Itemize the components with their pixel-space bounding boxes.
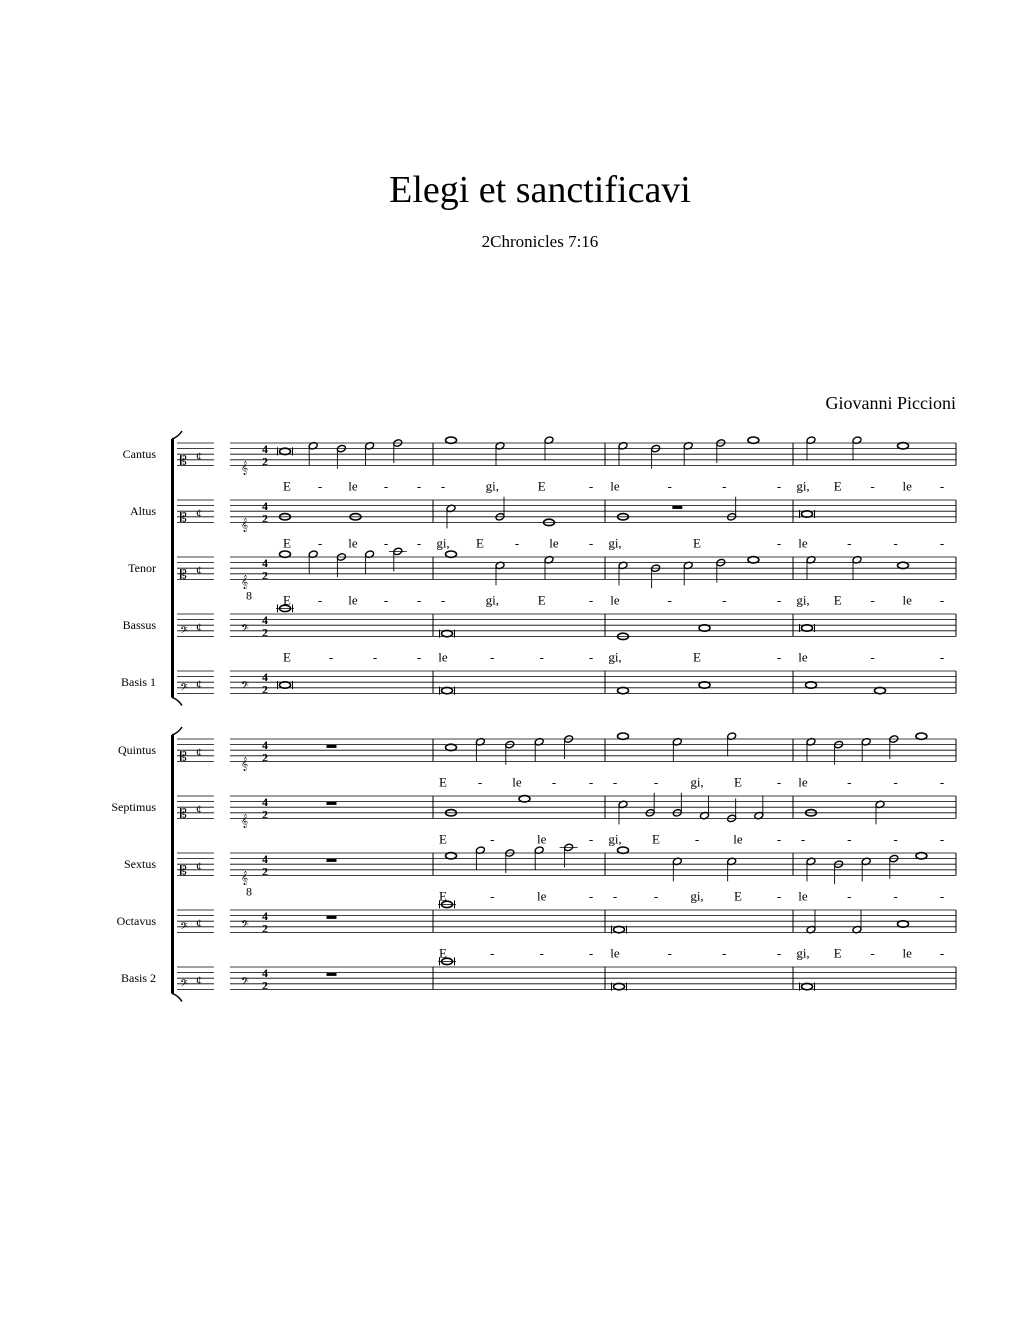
- cut-time-icon: ¢: [196, 619, 202, 634]
- lyric-syllable: -: [893, 774, 898, 790]
- lyric-syllable: -: [317, 592, 323, 608]
- rest: [672, 506, 682, 509]
- cut-time-icon: ¢: [196, 915, 202, 930]
- lyric-syllable: -: [383, 478, 389, 494]
- lyric-syllable: -: [653, 888, 659, 904]
- time-signature-denominator: 2: [262, 750, 268, 765]
- time-signature-numerator: 4: [262, 556, 268, 571]
- note-whole: [618, 847, 629, 853]
- score-subtitle: 2Chronicles 7:16: [481, 232, 599, 251]
- lyric-syllable: -: [847, 535, 852, 551]
- lyric-syllable: E: [734, 774, 742, 790]
- lyric-syllable: le: [798, 649, 808, 665]
- lyric-syllable: E: [439, 774, 447, 790]
- voice-staff: [130, 497, 956, 551]
- bracket-hook: [172, 697, 182, 705]
- lyric-syllable: le: [610, 592, 620, 608]
- time-signature-numerator: 4: [262, 909, 268, 924]
- lyric-syllable: -: [383, 535, 389, 551]
- lyric-syllable: gi,: [485, 592, 500, 608]
- lyric-syllable: -: [776, 888, 782, 904]
- lyric-syllable: -: [847, 831, 852, 847]
- lyric-syllable: gi,: [796, 478, 810, 494]
- rest: [327, 745, 337, 748]
- time-signature-numerator: 4: [262, 852, 268, 867]
- time-signature-denominator: 2: [262, 864, 268, 879]
- note-whole: [898, 443, 909, 449]
- lyric-syllable: E: [439, 831, 447, 847]
- note-whole: [446, 551, 457, 557]
- note-whole: [519, 796, 530, 802]
- lyric-syllable: -: [870, 945, 875, 961]
- note-breve: [280, 682, 291, 688]
- lyric-syllable: -: [317, 535, 323, 551]
- note-whole: [916, 853, 927, 859]
- score-system: [121, 431, 956, 705]
- voice-staff: [123, 436, 956, 493]
- lyric-syllable: -: [440, 478, 446, 494]
- lyric-syllable: -: [667, 478, 672, 494]
- cut-time-icon: ¢: [196, 801, 202, 816]
- lyric-syllable: -: [722, 592, 727, 608]
- lyric-syllable: gi,: [608, 535, 622, 551]
- score-title: Elegi et sanctificavi: [389, 169, 691, 211]
- lyric-syllable: -: [847, 888, 852, 904]
- note-whole: [446, 437, 457, 443]
- voice-name: Quintus: [117, 743, 156, 757]
- note-whole: [748, 437, 759, 443]
- lyric-syllable: le: [902, 478, 912, 494]
- lyric-syllable: -: [776, 831, 782, 847]
- incipit-clef-icon: 𝄢: [180, 977, 188, 992]
- time-signature-denominator: 2: [262, 682, 268, 697]
- lyric-syllable: gi,: [690, 774, 704, 790]
- time-signature-denominator: 2: [262, 454, 268, 469]
- lyric-syllable: -: [776, 478, 782, 494]
- note-whole: [618, 687, 629, 693]
- lyric-syllable: -: [383, 592, 389, 608]
- time-signature-denominator: 2: [262, 978, 268, 993]
- system-bracket: [171, 439, 174, 697]
- lyric-syllable: -: [694, 831, 700, 847]
- lyric-syllable: -: [939, 649, 945, 665]
- bass-clef-icon: 𝄢: [241, 679, 249, 694]
- lyric-syllable: le: [438, 649, 448, 665]
- incipit-clef-icon: 𝄡: [180, 510, 187, 525]
- lyric-syllable: E: [833, 478, 842, 494]
- rest: [327, 802, 337, 805]
- lyric-syllable: le: [348, 478, 358, 494]
- lyric-syllable: le: [733, 831, 743, 847]
- treble-clef-icon: 𝄞: [241, 460, 249, 475]
- note-whole: [446, 853, 457, 859]
- lyric-syllable: -: [328, 649, 334, 665]
- incipit-clef-icon: 𝄡: [180, 567, 187, 582]
- voice-name: Tenor: [128, 561, 156, 575]
- incipit-clef-icon: 𝄢: [180, 624, 188, 639]
- lyric-syllable: le: [536, 831, 547, 847]
- bass-clef-icon: 𝄢: [241, 622, 249, 637]
- note-breve: [442, 630, 453, 636]
- rest: [327, 973, 337, 976]
- incipit-clef-icon: 𝄡: [180, 863, 187, 878]
- lyric-syllable: E: [283, 592, 291, 608]
- cut-time-icon: ¢: [196, 858, 202, 873]
- note-whole: [446, 744, 457, 750]
- time-signature-numerator: 4: [262, 795, 268, 810]
- lyric-syllable: -: [539, 649, 544, 665]
- time-signature-numerator: 4: [262, 613, 268, 628]
- lyric-syllable: E: [537, 478, 546, 494]
- time-signature-denominator: 2: [262, 921, 268, 936]
- bass-clef-icon: 𝄢: [241, 918, 249, 933]
- lyric-syllable: le: [902, 945, 912, 961]
- voice-staff: [121, 957, 956, 992]
- rest: [327, 916, 337, 919]
- incipit-clef-icon: 𝄡: [180, 806, 187, 821]
- voice-name: Bassus: [122, 618, 156, 632]
- time-signature-numerator: 4: [262, 670, 268, 685]
- lyric-syllable: -: [490, 945, 495, 961]
- lyric-syllable: -: [317, 478, 323, 494]
- note-whole: [916, 733, 927, 739]
- lyric-syllable: -: [776, 535, 782, 551]
- lyric-syllable: -: [588, 592, 594, 608]
- lyric-syllable: -: [588, 888, 594, 904]
- octave-marker: 8: [246, 588, 252, 603]
- lyric-syllable: le: [610, 945, 620, 961]
- lyric-syllable: -: [551, 774, 557, 790]
- lyric-syllable: -: [939, 831, 945, 847]
- lyric-syllable: E: [283, 478, 291, 494]
- lyric-syllable: E: [439, 888, 447, 904]
- lyric-syllable: -: [416, 592, 422, 608]
- lyric-syllable: gi,: [608, 649, 622, 665]
- lyric-syllable: gi,: [608, 831, 622, 847]
- voice-name: Altus: [129, 504, 156, 518]
- lyric-syllable: E: [439, 945, 447, 961]
- voice-staff: [111, 793, 956, 847]
- system-bracket: [171, 735, 174, 993]
- time-signature-numerator: 4: [262, 738, 268, 753]
- lyric-syllable: -: [722, 945, 727, 961]
- note-whole: [699, 682, 710, 688]
- lyric-syllable: -: [893, 535, 898, 551]
- voice-name: Octavus: [116, 914, 156, 928]
- lyric-syllable: -: [776, 649, 782, 665]
- score-system: [111, 727, 956, 1001]
- lyric-syllable: E: [693, 535, 701, 551]
- lyric-syllable: -: [416, 535, 422, 551]
- lyric-syllable: le: [348, 535, 358, 551]
- cut-time-icon: ¢: [196, 562, 202, 577]
- lyric-syllable: -: [539, 945, 544, 961]
- note-whole: [280, 551, 291, 557]
- lyric-syllable: -: [722, 478, 727, 494]
- lyric-syllable: -: [416, 649, 422, 665]
- lyric-syllable: -: [477, 774, 483, 790]
- lyric-syllable: -: [667, 592, 672, 608]
- lyric-syllable: le: [798, 888, 808, 904]
- voice-staff: [128, 547, 956, 607]
- lyric-syllable: -: [416, 478, 422, 494]
- lyric-syllable: gi,: [436, 535, 450, 551]
- note-breve: [442, 687, 453, 693]
- lyric-syllable: -: [588, 831, 594, 847]
- note-whole: [875, 687, 886, 693]
- lyric-syllable: gi,: [796, 592, 810, 608]
- octave-marker: 8: [246, 884, 252, 899]
- lyric-syllable: le: [798, 535, 808, 551]
- lyric-syllable: -: [588, 535, 594, 551]
- cut-time-icon: ¢: [196, 676, 202, 691]
- cut-time-icon: ¢: [196, 448, 202, 463]
- note-breve: [280, 448, 291, 454]
- lyric-syllable: E: [283, 649, 291, 665]
- lyric-syllable: -: [612, 888, 618, 904]
- lyric-syllable: -: [870, 592, 875, 608]
- lyric-syllable: -: [653, 774, 659, 790]
- time-signature-denominator: 2: [262, 568, 268, 583]
- incipit-clef-icon: 𝄢: [180, 920, 188, 935]
- composer-name: Giovanni Piccioni: [825, 393, 956, 413]
- lyric-syllable: E: [537, 592, 546, 608]
- lyric-syllable: -: [939, 945, 945, 961]
- lyric-syllable: -: [939, 478, 945, 494]
- lyric-syllable: E: [833, 945, 842, 961]
- lyric-syllable: le: [610, 478, 620, 494]
- time-signature-denominator: 2: [262, 625, 268, 640]
- note-breve: [614, 926, 625, 932]
- voice-staff: [124, 843, 956, 903]
- lyric-syllable: gi,: [485, 478, 500, 494]
- treble-clef-icon: 𝄞: [241, 517, 249, 532]
- lyric-syllable: -: [939, 535, 945, 551]
- note-breve: [802, 983, 813, 989]
- cut-time-icon: ¢: [196, 505, 202, 520]
- lyric-syllable: -: [870, 478, 875, 494]
- incipit-clef-icon: 𝄢: [180, 681, 188, 696]
- lyric-syllable: E: [283, 535, 291, 551]
- lyric-syllable: -: [893, 831, 898, 847]
- lyric-syllable: -: [870, 649, 875, 665]
- lyric-syllable: -: [588, 478, 594, 494]
- lyric-syllable: -: [612, 774, 618, 790]
- lyric-syllable: -: [440, 592, 446, 608]
- rest: [327, 859, 337, 862]
- note-whole: [898, 921, 909, 927]
- treble-clef-icon: 𝄞: [241, 574, 249, 589]
- lyric-syllable: -: [847, 774, 852, 790]
- lyric-syllable: E: [833, 592, 842, 608]
- bracket-hook: [172, 431, 182, 439]
- lyric-syllable: -: [588, 649, 594, 665]
- lyric-syllable: -: [776, 592, 782, 608]
- voice-staff: [117, 900, 956, 960]
- lyric-syllable: -: [939, 888, 945, 904]
- lyric-syllable: -: [800, 831, 806, 847]
- lyric-syllable: E: [476, 535, 484, 551]
- note-breve: [802, 511, 813, 517]
- lyric-syllable: -: [776, 945, 782, 961]
- note-whole: [806, 682, 817, 688]
- lyric-syllable: gi,: [690, 888, 704, 904]
- time-signature-denominator: 2: [262, 511, 268, 526]
- cut-time-icon: ¢: [196, 972, 202, 987]
- note-whole: [898, 562, 909, 568]
- incipit-clef-icon: 𝄡: [180, 453, 187, 468]
- note-whole: [618, 733, 629, 739]
- lyric-syllable: E: [693, 649, 701, 665]
- voice-staff: [118, 732, 956, 789]
- voice-staff: [123, 604, 956, 664]
- voice-name: Sextus: [123, 857, 156, 871]
- lyric-syllable: le: [549, 535, 559, 551]
- voice-name: Septimus: [111, 800, 156, 814]
- lyric-syllable: le: [902, 592, 912, 608]
- lyric-syllable: E: [734, 888, 742, 904]
- time-signature-numerator: 4: [262, 966, 268, 981]
- voice-name: Basis 1: [120, 675, 156, 689]
- voice-name: Basis 2: [120, 971, 156, 985]
- voice-name: Cantus: [122, 447, 156, 461]
- time-signature-numerator: 4: [262, 442, 268, 457]
- lyric-syllable: -: [514, 535, 520, 551]
- lyric-syllable: -: [588, 774, 594, 790]
- incipit-clef-icon: 𝄡: [180, 749, 187, 764]
- time-signature-denominator: 2: [262, 807, 268, 822]
- lyric-syllable: -: [893, 888, 898, 904]
- bracket-hook: [172, 993, 182, 1001]
- lyric-syllable: -: [939, 774, 945, 790]
- lyric-syllable: le: [512, 774, 522, 790]
- treble-clef-icon: 𝄞: [241, 756, 249, 771]
- lyric-syllable: -: [490, 649, 495, 665]
- lyric-syllable: -: [588, 945, 594, 961]
- lyric-syllable: le: [348, 592, 358, 608]
- bass-clef-icon: 𝄢: [241, 975, 249, 990]
- bracket-hook: [172, 727, 182, 735]
- lyric-syllable: le: [536, 888, 547, 904]
- cut-time-icon: ¢: [196, 744, 202, 759]
- note-breve: [614, 983, 625, 989]
- note-breve: [802, 625, 813, 631]
- note-whole: [699, 625, 710, 631]
- voice-staff: [121, 670, 956, 696]
- note-whole: [748, 557, 759, 563]
- lyric-syllable: -: [490, 831, 495, 847]
- lyric-syllable: -: [939, 592, 945, 608]
- lyric-syllable: -: [372, 649, 378, 665]
- lyric-syllable: E: [652, 831, 660, 847]
- treble-clef-icon: 𝄞: [241, 813, 249, 828]
- lyric-syllable: -: [776, 774, 782, 790]
- lyric-syllable: -: [667, 945, 672, 961]
- treble-clef-icon: 𝄞: [241, 870, 249, 885]
- lyric-syllable: le: [798, 774, 808, 790]
- lyric-syllable: -: [490, 888, 495, 904]
- time-signature-numerator: 4: [262, 499, 268, 514]
- lyric-syllable: gi,: [796, 945, 810, 961]
